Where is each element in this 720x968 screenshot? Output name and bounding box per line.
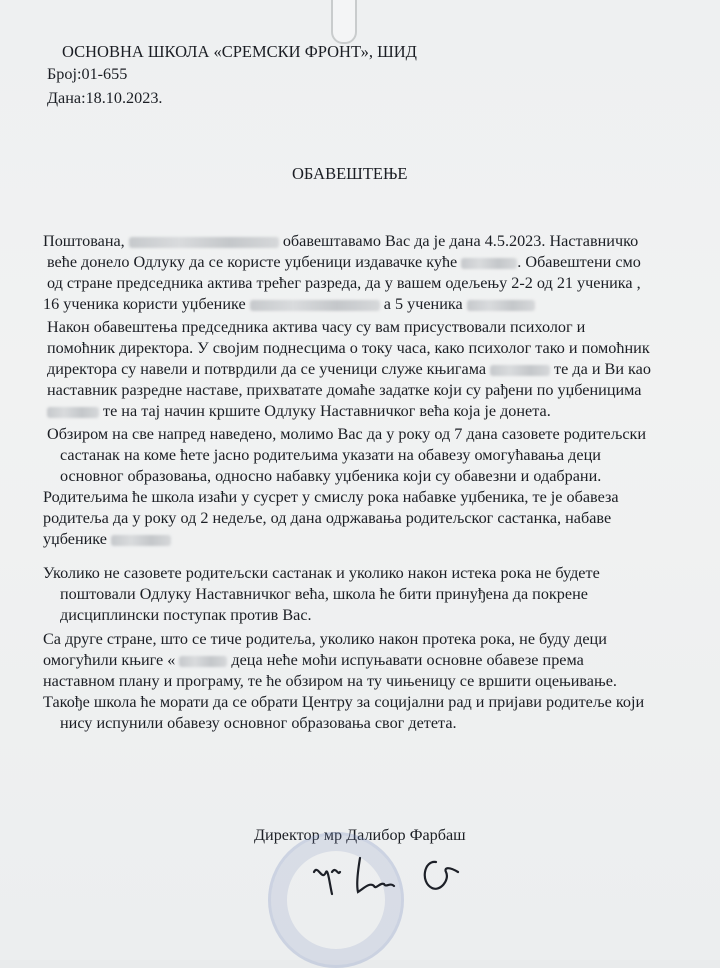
p3-line5: родитеља да у року од 2 недеље, од дана одржавања родитељског састанка, набаве <box>43 509 612 527</box>
document-title: ОБАВЕШТЕЊЕ <box>292 164 408 183</box>
redacted-textbook <box>250 300 380 311</box>
p5-line5: нису испунили обавезу основног образовања свог детета. <box>60 714 457 732</box>
p3-line4: Родитељима ће школа изаћи у сусрет у смислу рока набавке уџбеника, те је обавеза <box>43 488 619 506</box>
p1-line1: Поштована, обавештавамо Вас да је дана 4.5.2023. Наставничко <box>43 232 639 250</box>
p3-line3: основног образовања, односно набавку уџбеника који су обавезни и одабрани. <box>60 467 602 485</box>
p5-line1: Са друге стране, што се тиче родитеља, уколико након протека рока, не буду деци <box>43 630 607 648</box>
redacted-books <box>490 365 550 376</box>
p2-line2: помоћник директора. У својим поднесцима о току часа, како психолог тако и помоћник <box>47 339 650 357</box>
p2-line5: те на тај начин кршите Одлуку Наставничког већа која је донета. <box>47 402 551 421</box>
p4-line3: дисциплински поступак против Вас. <box>60 606 312 624</box>
p2-line3: директора су навели и потврдили да се ученици служе књигама те да и Ви као <box>47 360 651 378</box>
school-name: ОСНОВНА ШКОЛА «СРЕМСКИ ФРОНТ», ШИД <box>62 42 417 61</box>
p3-line2: састанак на коме ћете јасно родитељима указати на обавезу омогућавања деци <box>60 446 601 464</box>
document-number: Број:01-655 <box>47 65 128 83</box>
redacted-textbook-3 <box>111 535 171 546</box>
p1-line3: од стране председника актива трећег разреда, да у вашем одељењу 2-2 од 21 ученика , <box>47 274 641 292</box>
redacted-textbooks-ref <box>47 407 99 418</box>
director-title: Директор мр Далибор Фарбаш <box>254 826 466 844</box>
paper-clip <box>331 0 357 44</box>
document-date: Дана:18.10.2023. <box>47 89 163 107</box>
redacted-publisher <box>461 258 517 269</box>
p2-line1: Након обавештења председника актива часу су вам присуствовали психолог и <box>47 318 586 336</box>
p1-line4: 16 ученика користи уџбенике а 5 ученика <box>43 295 535 314</box>
p5-line2: омогућили књиге « деца неће моћи испуњавати основне обавезе према <box>43 651 584 669</box>
p1-line2: веће донело Одлуку да се користе уџбеници издавачке куће . Обавештени смо <box>47 253 641 271</box>
p2-line4: наставник разредне наставе, прихватате домаће задатке који су рађени по уџбеницима <box>47 381 642 399</box>
handwritten-signature <box>308 842 468 906</box>
p4-line1: Уколико не сазовете родитељски састанак и уколико након истека рока не будете <box>43 564 600 582</box>
redacted-books-2 <box>179 656 227 667</box>
p5-line4: Такође школа ће морати да се обрати Центру за социјални рад и пријави родитеље који <box>43 693 645 711</box>
redacted-textbook-2 <box>467 300 535 311</box>
redacted-name <box>129 237 279 248</box>
p3-line6: уџбенике <box>43 530 171 549</box>
p5-line3: наставном плану и програму, те ће обзиром на ту чињеницу се вршити оцењивање. <box>43 672 617 690</box>
p3-line1: Обзиром на све напред наведено, молимо Вас да у року од 7 дана сазовете родитељски <box>47 425 647 443</box>
p4-line2: поштовали Одлуку Наставничког већа, школа ће бити принуђена да покрене <box>60 585 588 603</box>
